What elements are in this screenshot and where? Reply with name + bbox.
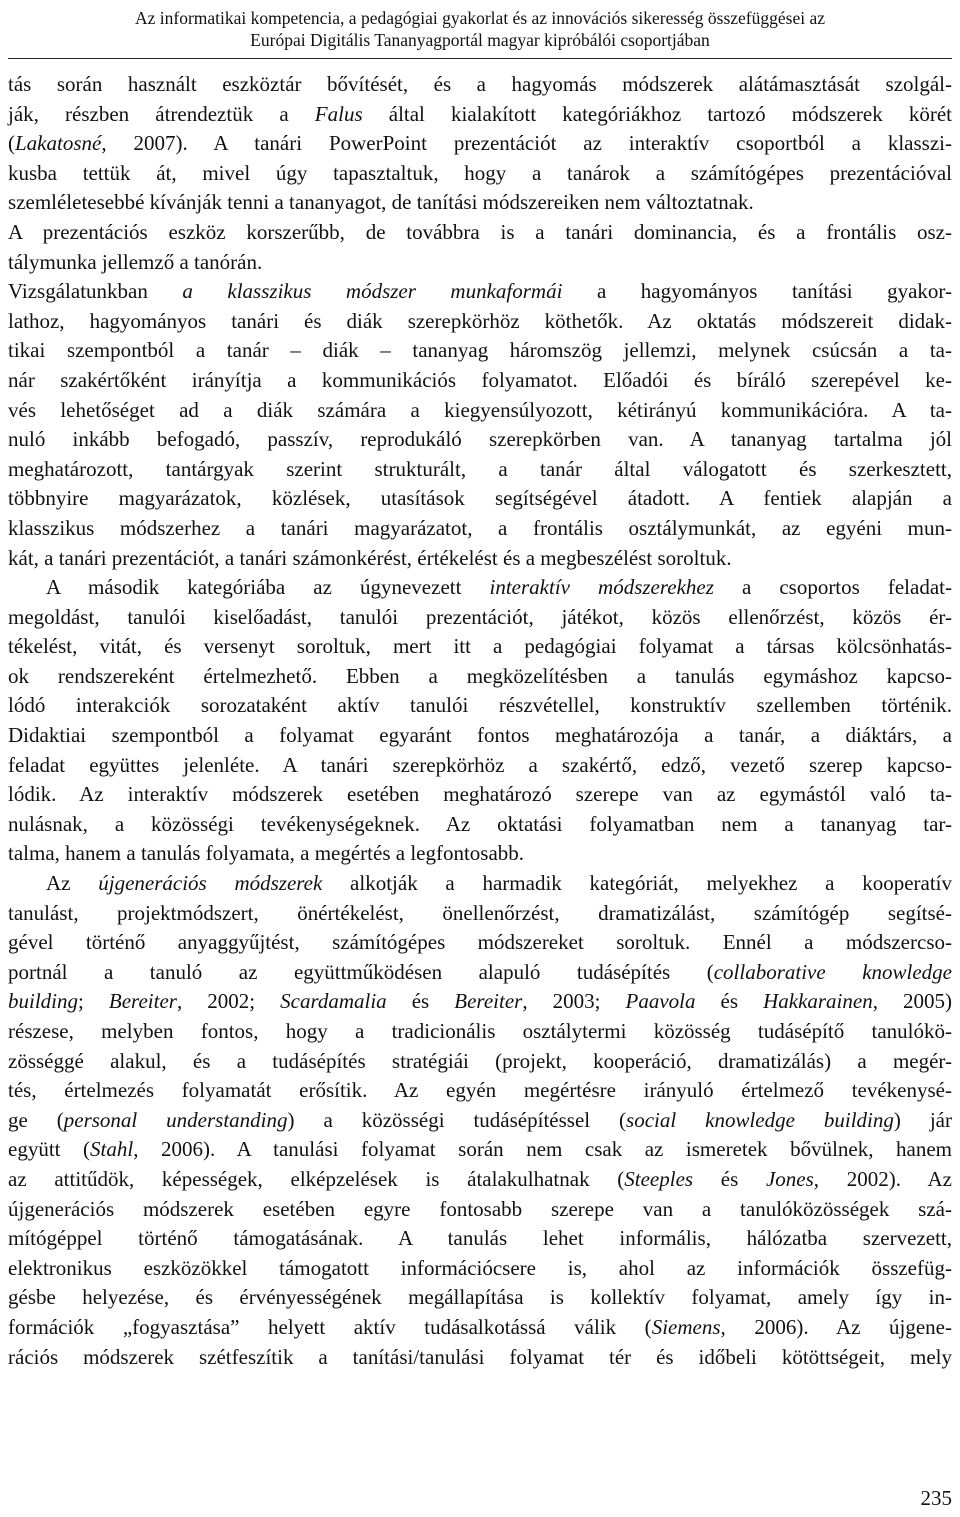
text-line: lódik. Az interaktív módszerek esetében meghatározó szerepe van az egymástól való ta-	[8, 782, 952, 807]
text-line: tékelést, vitát, és versenyt soroltuk, mert itt a pedagógiai folyamat a társas kölcsönhatás-	[8, 634, 952, 659]
text-line: nuló inkább befogadó, passzív, reprodukáló szerepkörben van. A tananyag tartalma jól	[8, 427, 952, 452]
text-line: megoldást, tanulói kiselőadást, tanulói prezentációt, játékot, közös ellenőrzést, közös ér-	[8, 604, 952, 629]
text-line: szemléletesebbé kívánják tenni a tananyagot, de tanítási módszereiken nem változtatnak.	[8, 190, 754, 215]
text-line: nulásnak, a közösségi tevékenységeknek. Az oktatási folyamatban nem a tananyag tar-	[8, 811, 952, 836]
text-line: Az újgenerációs módszerek alkotják a harmadik kategóriát, melyekhez a kooperatív	[46, 871, 952, 896]
text-line: nár szakértőként irányítja a kommunikációs folyamatot. Előadói és bíráló szerepével ke-	[8, 367, 952, 392]
text-line: talma, hanem a tanulás folyamata, a megértés a legfontosabb.	[8, 841, 525, 866]
text-line: Didaktiai szempontból a folyamat egyaránt fontos meghatározója a tanár, a diáktárs, a	[8, 723, 952, 748]
text-line: kát, a tanári prezentációt, a tanári számonkérést, értékelést és a megbeszélést soroltuk.	[8, 545, 732, 570]
text-line: újgenerációs módszerek esetében egyre fontosabb szerepe van a tanulóközösségek szá-	[8, 1196, 952, 1221]
text-line: portnál a tanuló az együttműködésen alapuló tudásépítés (collaborative knowledge	[8, 959, 952, 984]
text-line: lathoz, hagyományos tanári és diák szerepkörhöz köthetők. Az oktatás módszereit didak-	[8, 308, 952, 333]
text-line: A prezentációs eszköz korszerűbb, de továbbra is a tanári dominancia, és a frontális osz-	[8, 219, 952, 244]
text-line: Vizsgálatunkban a klasszikus módszer munkaformái a hagyományos tanítási gyakor-	[8, 279, 952, 304]
text-line: többnyire magyarázatok, közlések, utasítások segítségével átadott. A fentiek alapján a	[8, 486, 952, 511]
text-line: klasszikus módszerhez a tanári magyarázatot, a frontális osztálymunkát, az egyéni mun-	[8, 515, 952, 540]
text-line: ják, részben átrendeztük a Falus által kialakított kategóriákhoz tartozó módszerek körét	[8, 101, 952, 126]
text-line: ge (personal understanding) a közösségi tudásépítéssel (social knowledge building) jár	[8, 1107, 952, 1132]
text-line: tikai szempontból a tanár – diák – tananyag háromszög jellemzi, melynek csúcsán a ta-	[8, 338, 952, 363]
text-line: gésbe helyezése, és érvényességének megállapítása is kollektív folyamat, amely így in-	[8, 1285, 952, 1310]
text-line: tálymunka jellemző a tanórán.	[8, 249, 263, 274]
text-line: tás során használt eszköztár bővítését, és a hagyomás módszerek alátámasztását szolgál-	[8, 72, 952, 96]
text-line: tanulást, projektmódszert, önértékelést, önellenőrzést, dramatizálást, számítógép segítsé-	[8, 900, 952, 925]
running-header-line-1: Az informatikai kompetencia, a pedagógiai gyakorlat és az innovációs sikeresség összefüggései az	[134, 8, 826, 28]
text-line: building; Bereiter, 2002; Scardamalia és Bereiter, 2003; Paavola és Hakkarainen, 2005)	[8, 989, 953, 1014]
running-header	[0, 0, 960, 51]
page-number: 235	[920, 1486, 952, 1510]
text-line: zösséggé alakul, és a tudásépítés stratégiái (projekt, kooperáció, dramatizálás) a megér-	[8, 1048, 952, 1073]
text-line: az attitűdök, képességek, elképzelések is átalakulhatnak (Steeples és Jones, 2002). Az	[8, 1166, 952, 1191]
text-line: ok rendszereként értelmezhető. Ebben a megközelítésben a tanulás egymáshoz kapcso-	[8, 663, 952, 688]
header-divider	[8, 58, 952, 59]
text-line: gével történő anyaggyűjtést, számítógépes módszereket soroltuk. Ennél a módszercso-	[8, 930, 952, 955]
text-line: mítógéppel történő támogatásának. A tanulás lehet informális, hálózatba szervezett,	[8, 1226, 952, 1251]
text-line: (Lakatosné, 2007). A tanári PowerPoint prezentációt az interaktív csoportból a klasszi-	[8, 131, 952, 156]
text-line: meghatározott, tantárgyak szerint strukturált, a tanár által válogatott és szerkesztett,	[8, 456, 952, 481]
text-line: A második kategóriába az úgynevezett interaktív módszerekhez a csoportos feladat-	[46, 575, 952, 600]
text-line: lódó interakciók sorozataként aktív tanulói részvétellel, konstruktív szellemben történik.	[8, 693, 952, 718]
text-line: kusba tettük át, mivel úgy tapasztaltuk, hogy a tanárok a számítógépes prezentációval	[8, 160, 952, 185]
text-line: elektronikus eszközökkel támogatott információcsere is, ahol az információk összefüg-	[8, 1255, 952, 1280]
text-line: tés, értelmezés folyamatát erősítik. Az egyén megértésre irányuló értelmező tevékenysé-	[8, 1078, 952, 1103]
body-text	[8, 70, 952, 1372]
text-line: rációs módszerek szétfeszítik a tanítási/tanulási folyamat tér és időbeli kötöttségeit, mely	[8, 1344, 952, 1369]
text-line: részese, melyben fontos, hogy a tradicionális osztálytermi közösség tudásépítő tanulókö-	[8, 1019, 952, 1043]
running-header-line-2: Európai Digitális Tananyagportál magyar kipróbálói csoportjában	[250, 30, 710, 50]
text-line: vés lehetőséget ad a diák számára a kiegyensúlyozott, kétirányú kommunikációra. A ta-	[8, 397, 952, 422]
text-line: együtt (Stahl, 2006). A tanulási folyamat során nem csak az ismeretek bővülnek, hanem	[8, 1137, 952, 1162]
text-line: formációk „fogyasztása” helyett aktív tudásalkotássá válik (Siemens, 2006). Az újgene-	[8, 1314, 952, 1339]
text-line: feladat együttes jelenléte. A tanári szerepkörhöz a szakértő, edző, vezető szerep kapcso-	[8, 752, 952, 777]
